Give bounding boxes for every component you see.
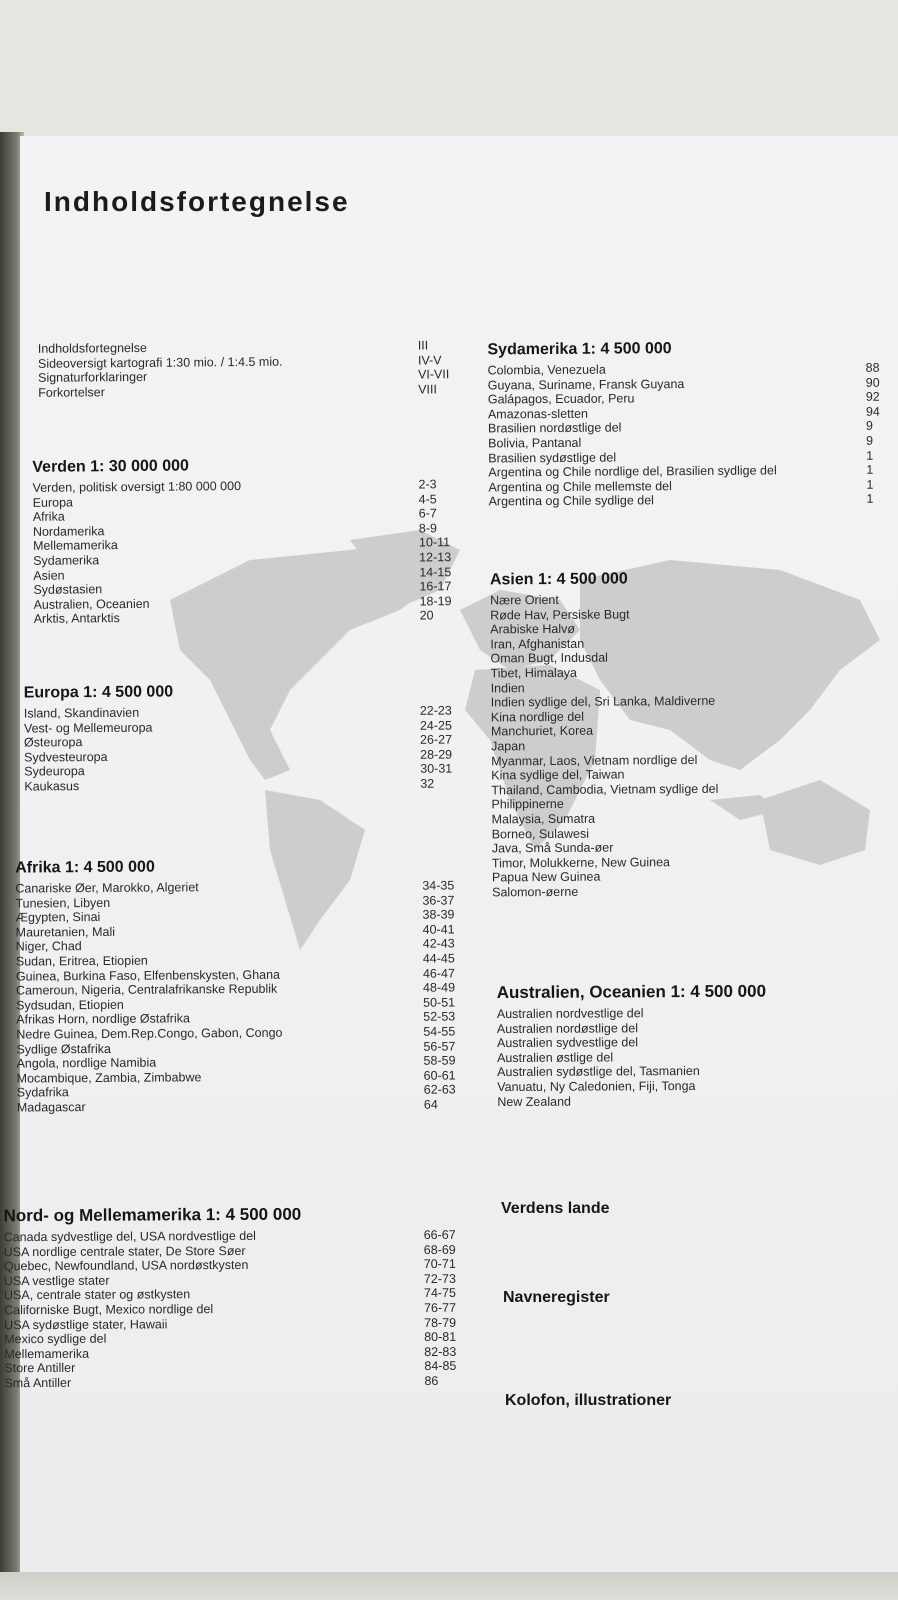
toc-entry-label: Madagascar	[16, 1099, 86, 1115]
asien-section	[490, 569, 892, 900]
europa-heading: Europa 1: 4 500 000	[23, 683, 174, 702]
toc-entry-label: Mexico sydlige del	[4, 1331, 107, 1347]
sydamerika-heading: Sydamerika 1: 4 500 000	[487, 340, 672, 359]
toc-entry-label: Iran, Afghanistan	[490, 636, 585, 652]
toc-entry-label: Arktis, Antarktis	[33, 611, 120, 627]
toc-entry-label: Amazonas-sletten	[487, 406, 589, 422]
toc-entry-page: 9	[866, 433, 874, 448]
toc-entry-label: Canada sydvestlige del, USA nordvestlige del	[3, 1228, 256, 1245]
toc-entry-label: Mauretanien, Mali	[15, 924, 116, 940]
toc-entry-label: Timor, Molukkerne, New Guinea	[491, 854, 671, 871]
toc-entry-label: Australien, Oceanien	[33, 596, 150, 612]
toc-entry	[17, 1097, 463, 1115]
toc-entry-label: Store Antiller	[4, 1361, 76, 1376]
toc-entry-label: Vanuatu, Ny Caledonien, Fiji, Tonga	[497, 1078, 696, 1094]
toc-entry-label: Australien østlige del	[497, 1050, 614, 1065]
toc-entry	[497, 1093, 887, 1110]
toc-entry-page: 12-13	[419, 550, 452, 565]
toc-entry-label: Manchuriet, Korea	[490, 724, 594, 739]
australien-heading: Australien, Oceanien 1: 4 500 000	[496, 981, 767, 1003]
toc-entry-page: 40-41	[422, 922, 455, 937]
toc-entry-page: III	[417, 338, 429, 353]
toc-entry-label: Sydvesteuropa	[24, 749, 108, 765]
toc-entry-label: Vest- og Mellemeuropa	[23, 720, 153, 736]
toc-entry-page: 92	[865, 389, 880, 404]
toc-entry-page: 1	[866, 492, 874, 507]
toc-entry-label: Australien sydvestlige del	[496, 1035, 639, 1051]
toc-entry-page: 62-63	[423, 1082, 456, 1098]
toc-entry-label: Australien sydøstlige del, Tasmanien	[497, 1064, 700, 1080]
toc-entry-label: USA sydøstlige stater, Hawaii	[4, 1316, 168, 1332]
toc-entry-label: USA vestlige stater	[3, 1273, 110, 1288]
toc-entry-label: Forkortelser	[38, 385, 105, 400]
toc-entry-page: 36-37	[422, 893, 455, 908]
toc-entry-label: Østeuropa	[23, 735, 83, 750]
toc-entry-page: 74-75	[423, 1286, 457, 1301]
toc-entry-page: 88	[865, 360, 880, 375]
toc-entry-label: Signaturforklaringer	[38, 370, 148, 386]
toc-entry-label: Ægypten, Sinai	[15, 910, 101, 925]
toc-entry-label: Nære Orient	[490, 592, 559, 608]
toc-entry-label: Sydafrika	[16, 1085, 69, 1100]
toc-entry-page: 2-3	[418, 477, 437, 492]
toc-entry-page: 32	[420, 776, 435, 791]
afrika-heading: Afrika 1: 4 500 000	[15, 858, 155, 877]
toc-entry-label: Australien nordøstlige del	[496, 1020, 638, 1036]
toc-entry-label: Asien	[33, 568, 65, 583]
toc-entry-page: 54-55	[423, 1024, 456, 1039]
toc-entry-label: Californiske Bugt, Mexico nordlige del	[4, 1302, 214, 1318]
toc-entry-page: 14-15	[419, 564, 452, 580]
toc-entry-label: Indien sydlige del, Sri Lanka, Maldiverne	[490, 693, 716, 710]
toc-entry	[4, 1374, 466, 1391]
europa-section	[24, 681, 457, 794]
toc-entry-page: 90	[865, 375, 880, 390]
toc-entry-label: Argentina og Chile sydlige del	[488, 493, 654, 509]
toc-entry-page: 8-9	[418, 521, 438, 536]
toc-entry-page: 24-25	[419, 718, 452, 733]
toc-entry-page: 4-5	[418, 491, 437, 507]
toc-entry-page: 66-67	[423, 1227, 456, 1243]
europa-list	[24, 703, 457, 794]
toc-entry-label: Australien nordvestlige del	[496, 1006, 644, 1022]
toc-entry-page: 1	[866, 477, 874, 492]
toc-entry-label: USA nordlige centrale stater, De Store Søer	[3, 1243, 246, 1259]
toc-entry-page: 1	[866, 462, 874, 477]
toc-entry-page: 60-61	[423, 1068, 456, 1083]
toc-entry-page: 30-31	[420, 761, 453, 777]
toc-entry-label: Sydsudan, Etiopien	[16, 997, 124, 1013]
australien-list	[497, 1005, 888, 1109]
toc-entry-label: Thailand, Cambodia, Vietnam sydlige del	[491, 781, 719, 798]
nordamerika-heading: Nord- og Mellemamerika 1: 4 500 000	[3, 1204, 302, 1226]
kolofon-heading: Kolofon, illustrationer	[505, 1392, 672, 1409]
toc-entry-label: Sydøstasien	[33, 582, 103, 597]
toc-entry-label: Sydeuropa	[24, 764, 85, 779]
table-edge	[0, 1572, 898, 1600]
toc-entry-label: Tunesien, Libyen	[15, 895, 111, 911]
toc-entry-label: Sudan, Eritrea, Etiopien	[15, 953, 148, 969]
toc-entry-label: Island, Skandinavien	[23, 705, 140, 721]
toc-entry-label: Argentina og Chile nordlige del, Brasilien sydlige del	[488, 463, 777, 480]
toc-entry-label: Argentina og Chile mellemste del	[488, 478, 672, 495]
toc-entry-label: Bolivia, Pantanal	[488, 435, 582, 451]
asien-list	[490, 591, 892, 900]
toc-entry	[24, 776, 456, 794]
toc-entry-label: Brasilien nordøstlige del	[487, 420, 622, 436]
asien-heading: Asien 1: 4 500 000	[489, 570, 628, 589]
toc-entry-page: 48-49	[422, 980, 456, 995]
toc-entry-label: Tibet, Himalaya	[490, 665, 577, 681]
toc-entry-page: 6-7	[418, 506, 437, 521]
toc-entry-page: 68-69	[423, 1242, 456, 1257]
toc-entry-page: VIII	[418, 382, 438, 397]
toc-entry-label: Verden, politisk oversigt 1:80 000 000	[32, 479, 242, 495]
front-matter-list	[38, 338, 458, 400]
toc-entry-page: 1	[866, 448, 874, 463]
toc-entry-label: Sydlige Østafrika	[16, 1041, 111, 1057]
toc-entry-label: New Zealand	[497, 1094, 571, 1109]
toc-entry-label: Mellemamerika	[4, 1346, 90, 1361]
toc-entry-page: 18-19	[419, 593, 452, 609]
verdens-lande-heading: Verdens lande	[501, 1200, 610, 1217]
toc-entry-page: 84-85	[424, 1359, 457, 1374]
toc-entry-label: Salomon-øerne	[492, 884, 579, 900]
toc-entry-label: Kina nordlige del	[490, 709, 585, 725]
toc-entry	[488, 492, 898, 509]
toc-entry-page: IV-V	[417, 352, 442, 368]
toc-entry-label: Angola, nordlige Namibia	[16, 1055, 157, 1071]
sydamerika-list	[488, 361, 898, 510]
toc-entry-label: Afrikas Horn, nordlige Østafrika	[16, 1011, 190, 1027]
toc-entry-label: Arabiske Halvø	[490, 621, 576, 637]
toc-entry-page: 82-83	[424, 1344, 457, 1359]
toc-entry	[492, 882, 892, 899]
page-title: Indholdsfortegnelse	[44, 186, 350, 217]
verden-heading: Verden 1: 30 000 000	[32, 457, 189, 476]
navneregister-heading: Navneregister	[503, 1289, 610, 1306]
toc-entry-page: 28-29	[420, 747, 453, 762]
toc-entry-page: 76-77	[424, 1300, 457, 1315]
toc-entry-page: 64	[423, 1097, 438, 1112]
toc-entry-label: Colombia, Venezuela	[487, 362, 606, 378]
toc-entry-page: 78-79	[424, 1315, 457, 1330]
toc-entry-label: Nedre Guinea, Dem.Rep.Congo, Gabon, Congo	[16, 1025, 283, 1042]
toc-entry-page: 80-81	[424, 1329, 457, 1345]
toc-entry-page: 10-11	[418, 535, 451, 550]
toc-entry-label: Quebec, Newfoundland, USA nordøstkysten	[3, 1258, 249, 1274]
toc-entry-label: Indholdsfortegnelse	[37, 340, 147, 356]
toc-entry-label: Guinea, Burkina Faso, Elfenbenskysten, Ghana	[15, 967, 281, 984]
toc-entry-page: 9	[865, 419, 874, 434]
toc-entry-label: Sydamerika	[33, 553, 100, 568]
toc-entry-label: Indien	[490, 680, 525, 695]
toc-entry-page: 16-17	[419, 579, 452, 594]
toc-entry-page: 42-43	[422, 936, 455, 952]
toc-entry-page: 44-45	[422, 951, 455, 966]
toc-entry-label: Philippinerne	[491, 797, 564, 812]
toc-entry-page: 34-35	[422, 878, 455, 893]
toc-entry-label: Galápagos, Ecuador, Peru	[487, 391, 635, 407]
toc-entry-label: Papua New Guinea	[491, 869, 601, 885]
toc-entry-label: Guyana, Suriname, Fransk Guyana	[487, 376, 685, 393]
toc-entry-label: Niger, Chad	[15, 939, 82, 954]
toc-entry-label: Cameroun, Nigeria, Centralafrikanske Republik	[15, 981, 278, 998]
toc-entry-page: 20	[419, 608, 434, 623]
toc-entry-page: VI-VII	[417, 367, 450, 382]
toc-entry-label: USA, centrale stater og østkysten	[3, 1287, 191, 1303]
toc-entry-label: Kaukasus	[24, 779, 80, 794]
toc-entry-label: Oman Bugt, Indusdal	[490, 650, 608, 666]
toc-entry-page: 46-47	[422, 966, 455, 981]
australien-section	[497, 981, 888, 1109]
toc-entry-label: Afrika	[32, 509, 65, 525]
toc-entry-label: Malaysia, Sumatra	[491, 811, 596, 827]
toc-entry-page: 86	[424, 1373, 439, 1388]
toc-entry-page: 52-53	[423, 1009, 456, 1025]
verden-list	[32, 477, 453, 627]
toc-entry-label: Brasilien sydøstlige del	[488, 450, 617, 465]
sydamerika-section	[487, 339, 898, 510]
toc-entry-label: Små Antiller	[4, 1375, 72, 1391]
toc-entry-page: 22-23	[419, 703, 452, 718]
toc-entry-label: Java, Små Sunda-øer	[491, 840, 614, 856]
toc-entry-page: 72-73	[423, 1271, 456, 1286]
afrika-list	[15, 878, 463, 1115]
toc-entry-page: 58-59	[423, 1053, 456, 1068]
toc-entry-page: 70-71	[423, 1257, 456, 1272]
verden-section	[32, 455, 453, 627]
toc-entry-page: 94	[865, 404, 880, 419]
toc-entry-label: Mellemamerika	[32, 538, 118, 554]
toc-entry-label: Kina sydlige del, Taiwan	[491, 767, 625, 783]
front-matter-section	[38, 338, 458, 400]
toc-entry-label: Sideoversigt kartografi 1:30 mio. / 1:4.5 mio.	[37, 354, 283, 371]
nordamerika-section	[4, 1204, 467, 1391]
toc-entry-page: 38-39	[422, 907, 455, 922]
toc-entry-page: 50-51	[423, 995, 456, 1010]
toc-entry-label: Røde Hav, Persiske Bugt	[490, 607, 630, 622]
toc-entry-label: Japan	[491, 739, 526, 754]
nordamerika-list	[4, 1228, 467, 1391]
toc-entry-label: Myanmar, Laos, Vietnam nordlige del	[491, 752, 698, 768]
toc-entry-label: Mocambique, Zambia, Zimbabwe	[16, 1069, 202, 1086]
toc-entry-label: Borneo, Sulawesi	[491, 826, 590, 841]
toc-entry-label: Europa	[32, 495, 74, 510]
toc-entry-label: Nordamerika	[32, 523, 105, 539]
afrika-section	[15, 856, 463, 1115]
toc-entry-page: 56-57	[423, 1039, 456, 1054]
toc-entry-page: 26-27	[419, 732, 453, 747]
toc-entry-label: Canariske Øer, Marokko, Algeriet	[15, 880, 199, 896]
